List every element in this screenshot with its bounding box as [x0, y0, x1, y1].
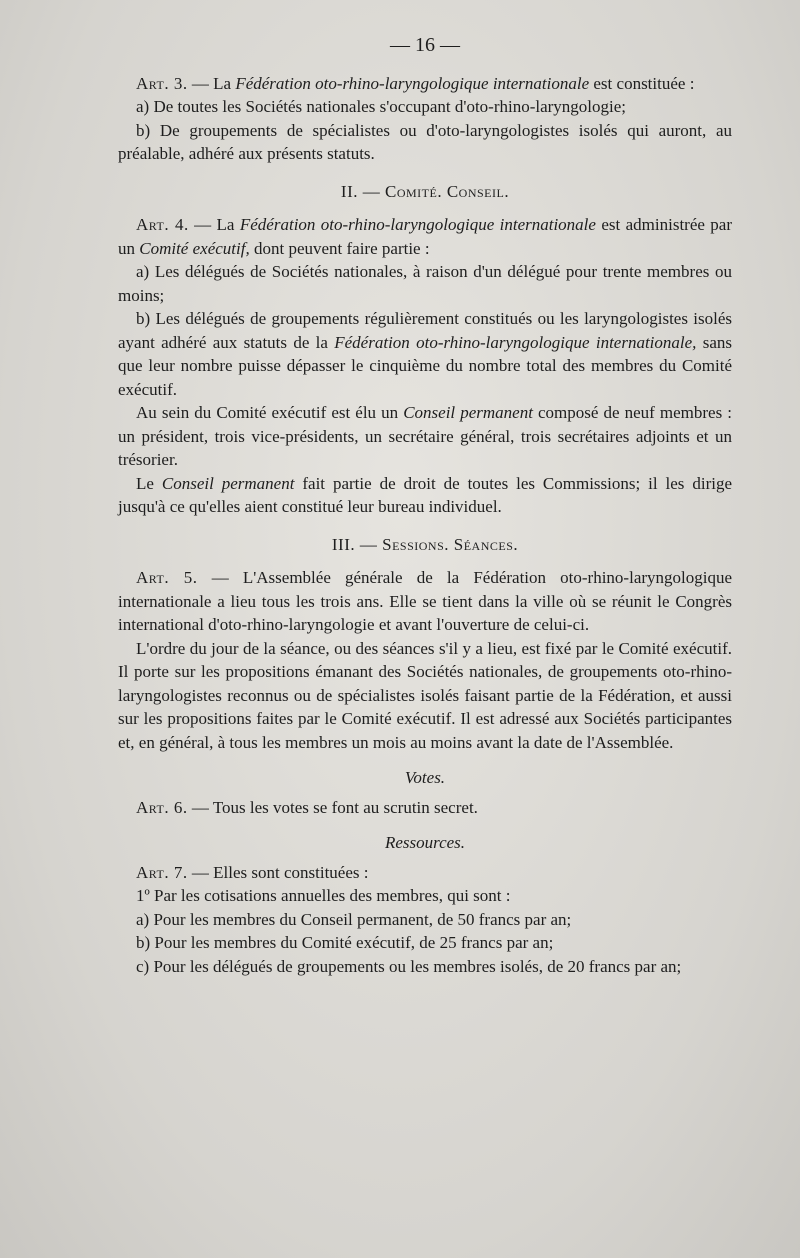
art7-item-1: 1º Par les cotisations annuelles des membres, qui sont : — [136, 886, 511, 905]
votes-heading: Votes. — [404, 768, 446, 787]
art3-label: Art. 3. — [136, 73, 188, 93]
art3-item-b: b) De groupements de spécialistes ou d'oto-laryngologistes isolés qui auront, au préalable, adhéré aux présents statuts. — [118, 120, 732, 163]
art7-paragraph: Art. 7. — Elles sont constituées : — [136, 862, 369, 882]
art3-item-a: a) De toutes les Sociétés nationales s'occupant d'oto-rhino-laryngologie; — [136, 97, 627, 116]
art3-federation-name: Fédération oto-rhino-laryngologique internationale — [235, 73, 590, 93]
art4-item-a: a) Les délégués de Sociétés nationales, à raison d'un délégué pour trente membres ou moins; — [118, 262, 732, 305]
page-content — [118, 30, 732, 978]
art5-agenda-paragraph: L'ordre du jour de la séance, ou des séances s'il y a lieu, est fixé par le Comité exécutif. Il porte sur les propositions émanant des Sociétés nationales, de groupements oto-rhino-laryngologistes reconnus ou de spécialistes isolés faisant partie de la Fédération, et aussi sur les propositions faites par le Comité exécutif. Il est adressé aux Sociétés participantes et, en général, à tous les membres un mois au moins avant la date de l'Assemblée. — [118, 638, 732, 752]
section-heading-3: III. — Sessions. Séances. — [331, 534, 519, 554]
art4-label: Art. 4. — [136, 215, 189, 234]
art4-commissions-paragraph: Le Conseil permanent fait partie de droit de toutes les Commissions; il les dirige jusqu'à ce qu'elles aient constitué leur bureau individuel. — [118, 473, 732, 516]
art7-item-b: b) Pour les membres du Comité exécutif, de 25 francs par an; — [136, 933, 554, 952]
art7-item-a: a) Pour les membres du Conseil permanent, de 50 francs par an; — [136, 909, 572, 929]
page-number: — 16 — — [390, 34, 460, 56]
art4-conseil-paragraph: Au sein du Comité exécutif est élu un Conseil permanent composé de neuf membres : un président, trois vice-présidents, un secrétaire général, trois secrétaires adjoints et un trésorier. — [118, 403, 732, 469]
art3-paragraph: Art. 3. — La Fédération oto-rhino-laryngologique internationale est constituée : — [136, 73, 695, 93]
art7-label: Art. 7. — [136, 862, 188, 882]
art6-label: Art. 6. — [136, 797, 188, 817]
art6-paragraph: Art. 6. — Tous les votes se font au scrutin secret. — [136, 797, 478, 817]
section-heading-2: II. — Comité. Conseil. — [340, 181, 510, 201]
ressources-heading: Ressources. — [384, 833, 466, 852]
art5-paragraph: Art. 5. — L'Assemblée générale de la Fédération oto-rhino-laryngologique internationale a lieu tous les trois ans. Elle se tient dans la ville où se réunit le Congrès international d'oto-rhino-laryngologie et avant l'ouverture de celui-ci. — [118, 568, 733, 634]
art7-item-c: c) Pour les délégués de groupements ou les membres isolés, de 20 francs par an; — [136, 956, 682, 976]
art5-label: Art. 5. — [136, 568, 198, 587]
art4-paragraph: Art. 4. — La Fédération oto-rhino-laryngologique internationale est administrée par un Comité exécutif, dont peuvent faire partie : — [118, 215, 733, 258]
art4-item-b: b) Les délégués de groupements régulièrement constitués ou les laryngologistes isolés ayant adhéré aux statuts de la Fédération oto-rhino-laryngologique internationale, sans que leur nombre puisse dépasser le cinquième du nombre total des membres du Comité exécutif. — [118, 309, 733, 399]
